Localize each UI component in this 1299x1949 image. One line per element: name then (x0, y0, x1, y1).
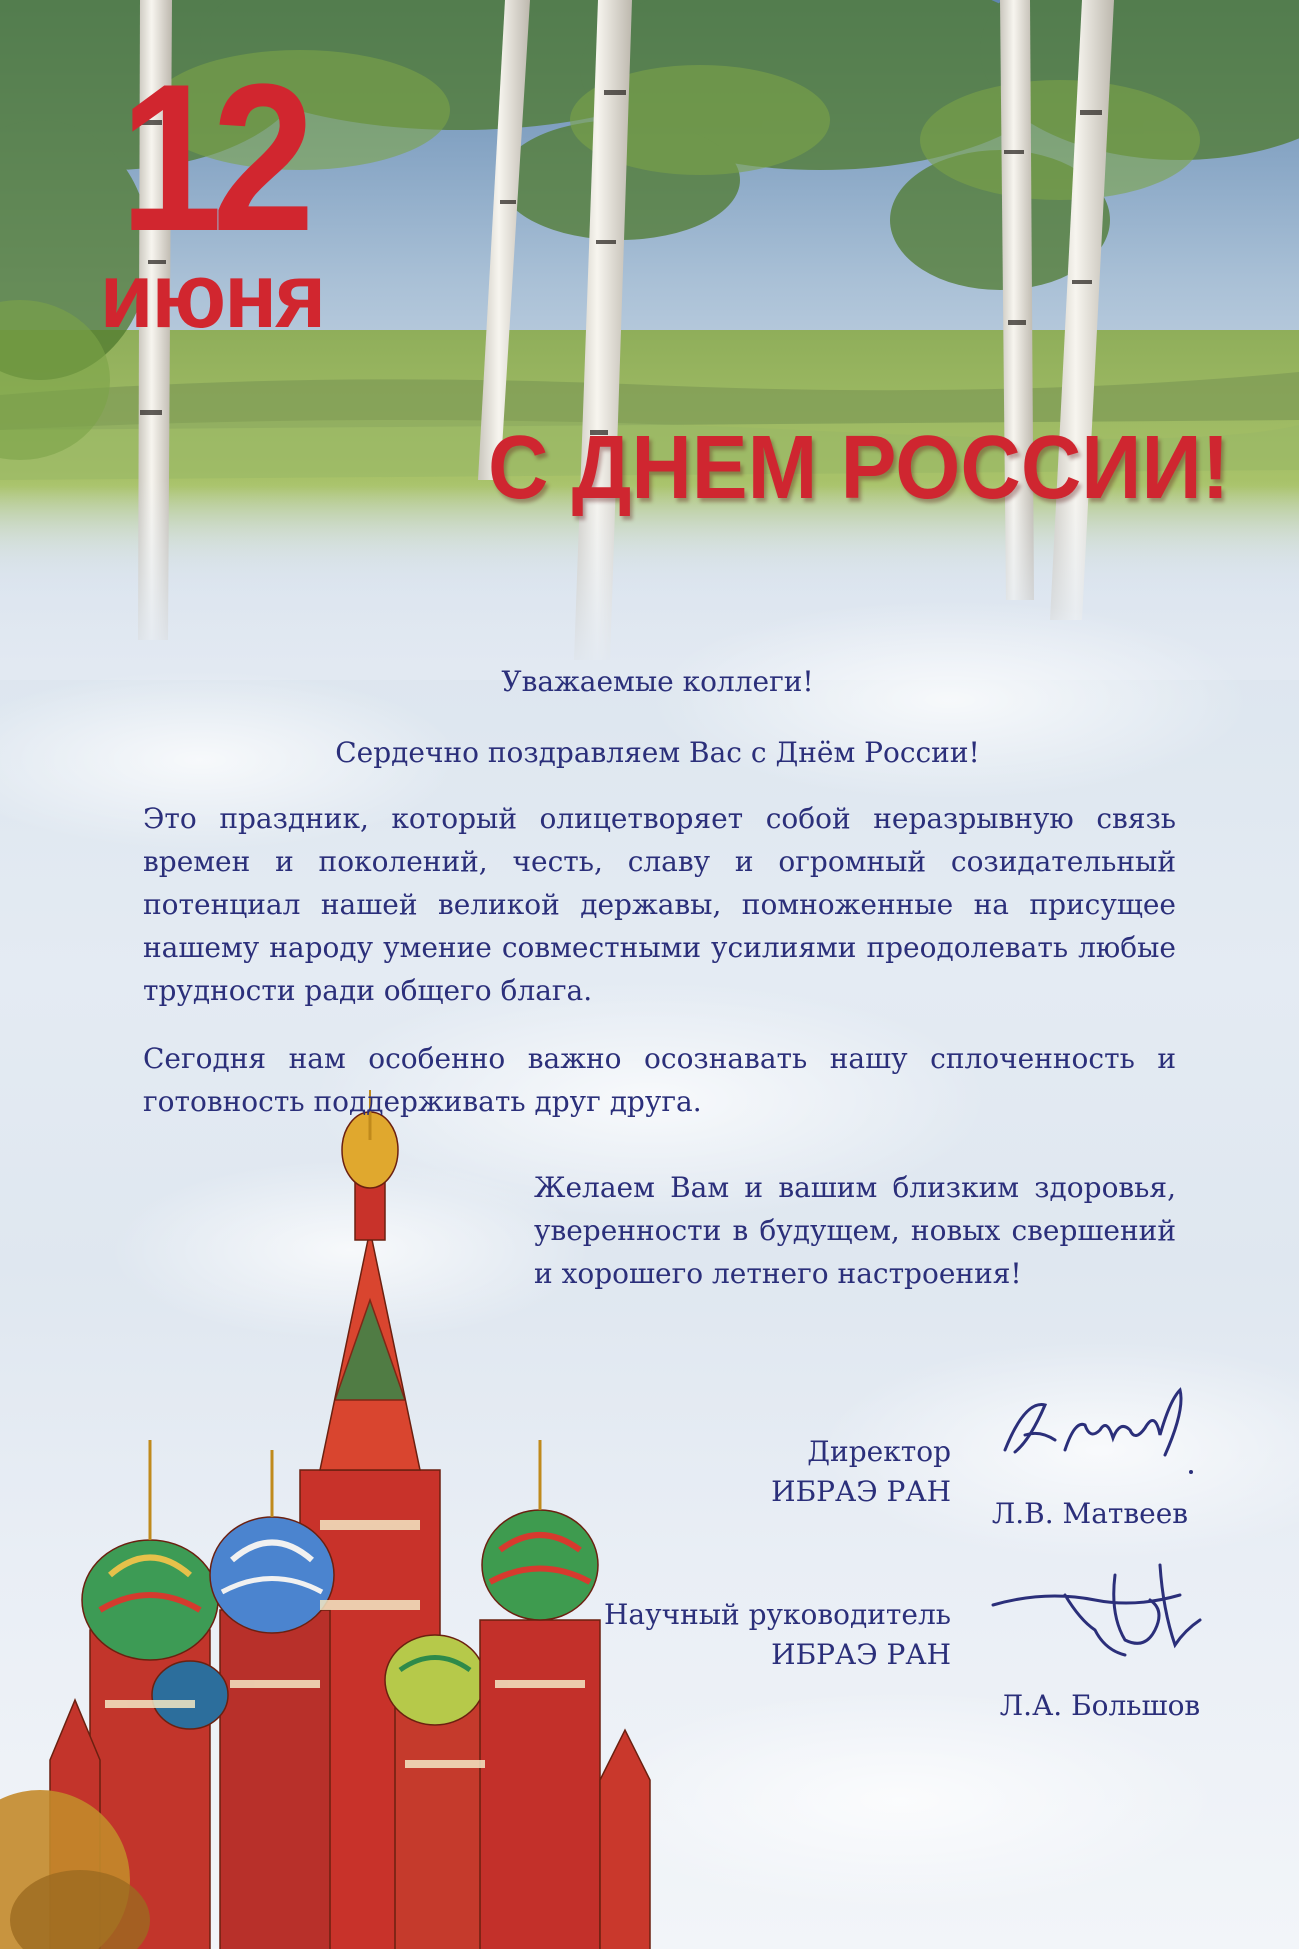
signer-1-name: Л.В. Матвеев (991, 1497, 1189, 1530)
date-number: 12 (119, 40, 305, 275)
date-block (92, 40, 332, 347)
wish-paragraph: Желаем Вам и вашим близким здоровья, уверенности в будущем, новых свершений и хорошего летнего настроения! (534, 1171, 1176, 1290)
signer-2-role (491, 1595, 951, 1675)
signer-2-name: Л.А. Большов (999, 1689, 1201, 1722)
date-month: июня (99, 245, 325, 347)
signature-2-handwritten (985, 1560, 1205, 1670)
congrats-line: Сердечно поздравляем Вас с Днём России! (335, 736, 980, 769)
paragraph-2: Сегодня нам особенно важно осознавать нашу сплоченность и готовность поддерживать друг друга. (143, 1042, 1176, 1118)
signer-1-org: ИБРАЭ РАН (771, 1475, 951, 1508)
signer-1-role (491, 1432, 951, 1512)
signature-1-handwritten (995, 1380, 1210, 1480)
greeting-line: Уважаемые коллеги! (501, 665, 814, 698)
signer-1-title: Директор (807, 1435, 951, 1468)
headline: С ДНЕМ РОССИИ! (488, 418, 1230, 518)
paragraph-1: Это праздник, который олицетворяет собой неразрывную связь времен и поколений, честь, славу и огромный созидательный потенциал нашей великой державы, помноженные на присущее нашему народу умение совместными усилиями преодолевать любые трудности ради общего блага. (143, 802, 1176, 1007)
signer-2-title: Научный руководитель (604, 1598, 951, 1631)
signer-2-org: ИБРАЭ РАН (771, 1638, 951, 1671)
